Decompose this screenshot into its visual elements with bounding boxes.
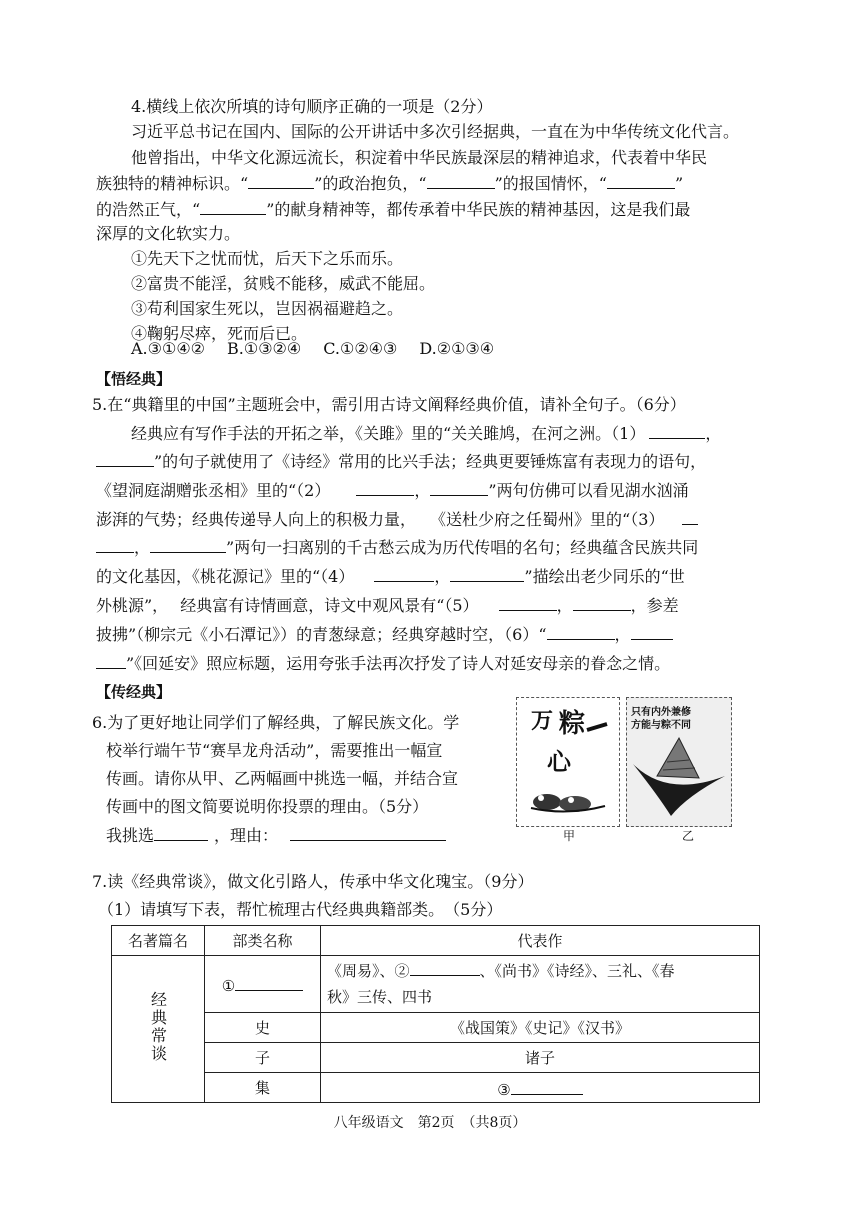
text: 经典应有写作手法的开拓之举，《关雎》里的“关关雎鸠，在河之洲。（1） xyxy=(131,424,646,443)
text: 我挑选 xyxy=(106,826,155,845)
text: ”《回延安》照应标题，运用夸张手法再次抒发了诗人对延安母亲的眷念之情。 xyxy=(126,654,671,673)
blank[interactable] xyxy=(356,478,414,496)
reason-blank[interactable] xyxy=(290,823,446,841)
blank[interactable] xyxy=(499,593,557,611)
q4-para2d: 深厚的文化软实力。 xyxy=(96,224,241,243)
blank[interactable] xyxy=(450,564,524,582)
text: ① xyxy=(221,977,236,995)
q7-sub1: （1）请填写下表，帮忙梳理古代经典典籍部类。 （5分） xyxy=(98,900,503,919)
blank[interactable] xyxy=(150,535,226,553)
representative-cell: 《战国策》《史记》《汉书》 xyxy=(321,1013,760,1043)
text: ”的报国情怀，“ xyxy=(494,174,607,193)
representative-cell: 诸子 xyxy=(321,1043,760,1073)
slogan-line: 只有内外兼修 xyxy=(631,707,691,718)
text: ”的献身精神等，都传承着中华民族的精神基因，这是我们最 xyxy=(266,200,691,219)
q5-line3 xyxy=(96,478,689,503)
q5-line5 xyxy=(96,535,698,560)
poster-jia-art xyxy=(517,698,619,826)
text: ③ xyxy=(497,1080,511,1099)
poster-yi[interactable] xyxy=(626,697,732,827)
q4-item-2: ②富贵不能淫，贫贱不能移，威武不能屈。 xyxy=(131,274,436,293)
q5-line8 xyxy=(96,622,673,647)
q4-options xyxy=(131,337,516,361)
blank[interactable] xyxy=(374,564,434,582)
q4-para2c xyxy=(96,197,690,222)
q6-line2: 校举行端午节“赛旱龙舟活动”，需要推出一幅宣 xyxy=(106,741,443,760)
classics-table xyxy=(111,925,760,1103)
blank[interactable] xyxy=(248,171,314,189)
text: 族独特的精神标识。“ xyxy=(96,174,249,193)
q4-item-3: ③苟利国家生死以，岂因祸福避趋之。 xyxy=(131,299,404,318)
caption-yi: 乙 xyxy=(682,829,695,843)
q6-line4: 传画中的图文简要说明你投票的理由。（5分） xyxy=(106,797,429,816)
blank[interactable] xyxy=(427,171,495,189)
text: ， xyxy=(134,538,151,557)
blank[interactable] xyxy=(547,622,615,640)
blank[interactable] xyxy=(511,1077,583,1095)
q6-line3: 传画。请你从甲、乙两幅画中挑选一幅，并结合宣 xyxy=(106,769,459,788)
blank[interactable] xyxy=(235,973,303,991)
text: ”的政治抱负，“ xyxy=(314,174,427,193)
text: ，理由： xyxy=(214,826,279,845)
text: ”的句子就使用了《诗经》常用的比兴手法；经典更要锤炼富有表现力的语句， xyxy=(154,452,707,471)
header-representative: 代表作 xyxy=(321,926,760,956)
q4-para1: 习近平总书记在国内、国际的公开讲话中多次引经据典，一直在为中华传统文化代言。 xyxy=(131,122,740,141)
representative-cell xyxy=(321,956,760,1013)
text: 澎湃的气势；经典传递导人向上的积极力量， xyxy=(96,510,417,529)
text: ， xyxy=(556,596,573,615)
table-header-row xyxy=(112,926,760,956)
section-heading-chuan: 【传经典】 xyxy=(96,683,172,701)
q5-line7 xyxy=(96,593,679,618)
section-heading-wu: 【悟经典】 xyxy=(96,370,172,388)
q4-title: 4.横线上依次所填的诗句顺序正确的一项是（2分） xyxy=(131,97,493,116)
book-name: 经典常谈 xyxy=(148,991,168,1063)
blank[interactable] xyxy=(631,622,673,640)
caption-jia: 甲 xyxy=(563,829,576,843)
table-row xyxy=(112,1073,760,1103)
book-cell xyxy=(112,956,205,1103)
blank[interactable] xyxy=(573,593,631,611)
option-a[interactable]: A.③①④② xyxy=(131,339,206,358)
blank[interactable] xyxy=(200,197,266,215)
blank[interactable] xyxy=(649,421,705,439)
q5-line2 xyxy=(96,449,706,474)
table-row xyxy=(112,1043,760,1073)
text: 的文化基因，《桃花源记》里的“（4） xyxy=(96,567,355,586)
blank[interactable] xyxy=(410,958,480,976)
text: 披拂”（柳宗元《小石潭记》）的青葱绿意；经典穿越时空，（6）“ xyxy=(96,625,547,644)
q4-item-1: ①先天下之忧而忧，后天下之乐而乐。 xyxy=(131,249,404,268)
blank[interactable] xyxy=(96,535,134,553)
q5-line4 xyxy=(96,507,698,532)
blank[interactable] xyxy=(96,449,154,467)
text: ”两句仿佛可以看见湖水汹涌 xyxy=(488,481,689,500)
text: 外桃源”， xyxy=(96,596,169,615)
q5-line9 xyxy=(96,651,670,676)
zongzi-boat-icon xyxy=(627,698,731,826)
text: ”描绘出老少同乐的“世 xyxy=(524,567,685,586)
text: ” xyxy=(674,174,684,193)
q5-title: 5.在“典籍里的中国”主题班会中，需引用古诗文阐释经典价值，请补全句子。（6分） xyxy=(92,395,686,414)
table-row xyxy=(112,956,760,1013)
q5-line6 xyxy=(96,564,685,589)
blank[interactable] xyxy=(682,507,698,525)
choice-blank[interactable] xyxy=(154,823,208,841)
text: 、《尚书》《诗经》、三礼、《春 xyxy=(479,962,675,980)
text: ， xyxy=(434,567,451,586)
text: ，参差 xyxy=(630,596,679,615)
text: ”两句一扫离别的千古愁云成为历代传唱的名句；经典蕴含民族共同 xyxy=(226,538,699,557)
q4-item-4: ④鞠躬尽瘁，死而后已。 xyxy=(131,324,308,343)
slogan-line: 方能与粽不同 xyxy=(631,720,691,731)
text: 《望洞庭湖赠张丞相》里的“（2） xyxy=(96,481,331,500)
q4-para2a: 他曾指出，中华文化源远流长，积淀着中华民族最深层的精神追求，代表着中华民 xyxy=(131,148,708,167)
blank[interactable] xyxy=(96,651,126,669)
table-row xyxy=(112,1013,760,1043)
svg-text:心: 心 xyxy=(547,747,571,776)
blank[interactable] xyxy=(607,171,675,189)
blank[interactable] xyxy=(430,478,488,496)
category-cell xyxy=(205,956,321,1013)
text: ， xyxy=(614,625,631,644)
text: ， xyxy=(705,424,722,443)
page-footer: 八年级语文 第2页 （共8页） xyxy=(333,1115,527,1131)
option-d[interactable]: D.②①③④ xyxy=(419,339,495,358)
option-c[interactable]: C.①②④③ xyxy=(323,339,398,358)
q7-title: 7.读《经典常谈》，做文化引路人，传承中华文化瑰宝。（9分） xyxy=(92,872,534,891)
text: 《送杜少府之任蜀州》里的“（3） xyxy=(438,510,665,529)
category-cell: 集 xyxy=(205,1073,321,1103)
text: ， xyxy=(414,481,431,500)
poster-jia[interactable] xyxy=(516,697,620,827)
text: 《周易》、② xyxy=(327,962,410,980)
q6-line1: 6.为了更好地让同学们了解经典，了解民族文化。学 xyxy=(92,713,460,732)
header-category: 部类名称 xyxy=(205,926,321,956)
text: 经典富有诗情画意，诗文中观风景有“（5） xyxy=(180,596,479,615)
header-book: 名著篇名 xyxy=(112,926,205,956)
q6-line5 xyxy=(106,823,446,848)
text: 的浩然正气，“ xyxy=(96,200,201,219)
text: 秋》三传、四书 xyxy=(327,988,433,1006)
option-b[interactable]: B.①③②④ xyxy=(227,339,302,358)
svg-text:粽: 粽 xyxy=(559,709,586,739)
representative-cell xyxy=(321,1073,760,1103)
q5-line1 xyxy=(131,421,721,446)
category-cell: 史 xyxy=(205,1013,321,1043)
category-cell: 子 xyxy=(205,1043,321,1073)
q4-para2b xyxy=(96,171,683,196)
svg-text:万: 万 xyxy=(531,708,554,734)
